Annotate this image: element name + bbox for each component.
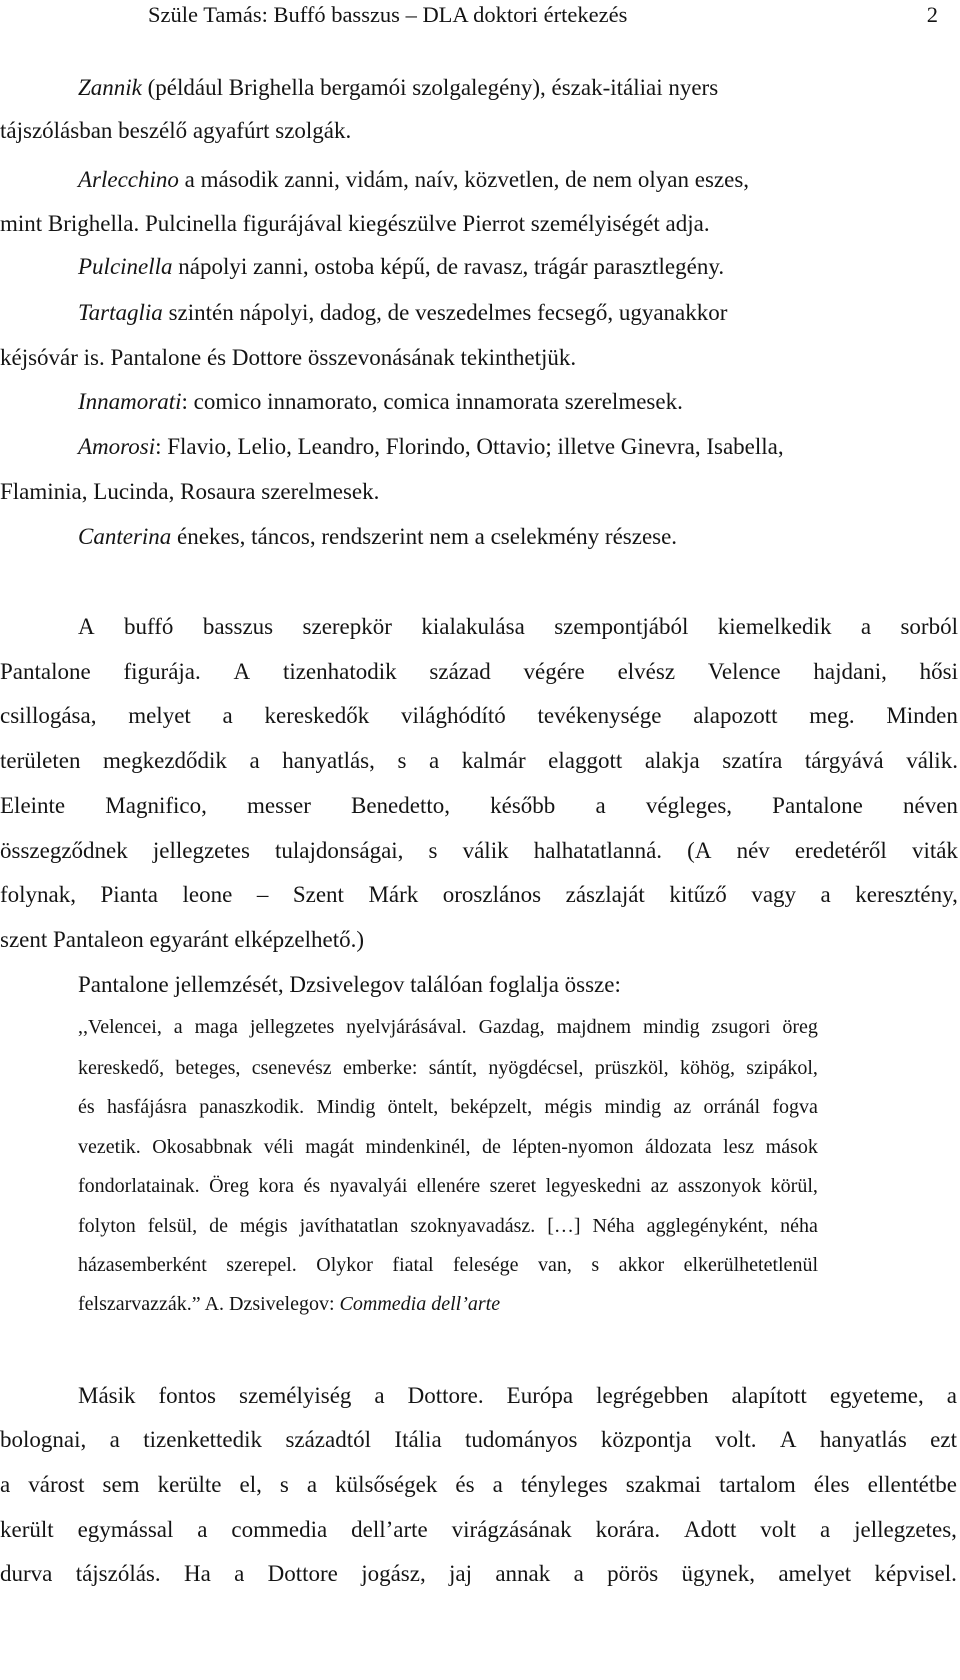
paragraph-line: bolognai, a tizenkettedik századtól Itália tudományos központja volt. A hanyatlás ezt	[0, 1427, 957, 1452]
quote-source: Commedia dell’arte	[339, 1293, 501, 1315]
role-name: Pulcinella	[78, 254, 173, 279]
role-text: (például Brighella bergamói szolgalegény), észak-itáliai nyers	[141, 75, 719, 100]
role-canterina	[0, 517, 960, 557]
page-header	[148, 0, 948, 30]
paragraph-line: összegződnek jellegzetes tulajdonságai, s válik halhatatlanná. (A név eredetéről viták	[0, 838, 958, 863]
paragraph-line: a várost sem kerülte el, s a külsőségek és a tényleges szakmai tartalom éles ellentétbe	[0, 1472, 957, 1497]
page-number: 2	[926, 2, 938, 27]
paragraph-line: durva tájszólás. Ha a Dottore jogász, jaj annak a pörös ügynek, amelyet képvisel.	[0, 1561, 957, 1586]
paragraph-line: Pantalone figurája. A tizenhatodik század végére elvész Velence hajdani, hősi	[0, 659, 958, 684]
quote-line-last	[78, 1286, 818, 1322]
role-name: Tartaglia	[78, 300, 163, 325]
role-text: tájszólásban beszélő agyafúrt szolgák.	[0, 118, 352, 143]
quote-line: vezetik. Okosabbnak véli magát mindenkinél, de lépten-nyomon áldozata lesz mások	[78, 1136, 818, 1158]
role-name: Arlecchino	[78, 167, 179, 192]
paragraph-line: szent Pantaleon egyaránt elképzelhető.)	[0, 927, 365, 952]
role-text: a második zanni, vidám, naív, közvetlen, de nem olyan eszes,	[178, 167, 750, 192]
paragraph-line: került egymással a commedia dell’arte virágzásának korára. Adott volt a jellegzetes,	[0, 1517, 957, 1542]
role-innamorati	[0, 382, 960, 422]
role-text: énekes, táncos, rendszerint nem a cselekmény részese.	[171, 524, 678, 549]
paragraph-line: csillogása, melyet a kereskedők világhódító tevékenysége alapozott meg. Minden	[0, 703, 958, 728]
role-zannik	[0, 68, 960, 108]
quote-intro: Pantalone jellemzését, Dzsivelegov találóan foglalja össze:	[78, 972, 621, 997]
paragraph-line: A buffó basszus szerepkör kialakulása szempontjából kiemelkedik a sorból	[78, 614, 958, 639]
role-text: : comico innamorato, comica innamorata szerelmesek.	[181, 389, 683, 414]
role-text: nápolyi zanni, ostoba képű, de ravasz, trágár parasztlegény.	[172, 254, 725, 279]
role-name: Canterina	[78, 524, 172, 549]
paragraph-line: Eleinte Magnifico, messer Benedetto, később a végleges, Pantalone néven	[0, 793, 958, 818]
quote-line: folyton felsül, de mégis javíthatatlan szoknyavadász. […] Néha agglegényként, néha	[78, 1215, 818, 1237]
quote-line: ,,Velencei, a maga jellegzetes nyelvjárásával. Gazdag, majdnem mindig zsugori öreg	[78, 1016, 818, 1038]
role-line	[0, 472, 960, 512]
quote-line: és hasfájásra panaszkodik. Mindig öntelt, beképzelt, mégis mindig az orránál fogva	[78, 1096, 818, 1118]
quote-line: fondorlatainak. Öreg kora és nyavalyái ellenére szeret legyeskedni az asszonyok körül,	[78, 1175, 818, 1197]
role-name: Amorosi	[78, 434, 156, 459]
role-name: Innamorati	[78, 389, 182, 414]
role-text: mint Brighella. Pulcinella figurájával kiegészülve Pierrot személyiségét adja.	[0, 211, 710, 236]
header-title: Szüle Tamás: Buffó basszus – DLA doktori értekezés	[148, 2, 628, 27]
role-arlecchino	[0, 160, 960, 200]
role-name: Zannik	[78, 75, 142, 100]
role-text: kéjsóvár is. Pantalone és Dottore összevonásának tekinthetjük.	[0, 345, 577, 370]
paragraph-line: területen megkezdődik a hanyatlás, s a kalmár elaggott alakja szatíra tárgyává válik.	[0, 748, 958, 773]
paragraph-line: Másik fontos személyiség a Dottore. Európa legrégebben alapított egyeteme, a	[78, 1383, 957, 1408]
role-text: : Flavio, Lelio, Leandro, Florindo, Ottavio; illetve Ginevra, Isabella,	[155, 434, 784, 459]
role-line	[0, 111, 960, 151]
role-line	[0, 338, 960, 378]
role-line	[0, 204, 960, 244]
role-text: szintén nápolyi, dadog, de veszedelmes fecsegő, ugyanakkor	[162, 300, 728, 325]
role-amorosi	[0, 427, 960, 467]
quote-line: házasemberként szerepel. Olykor fiatal felesége van, s akkor elkerülhetetlenül	[78, 1254, 818, 1276]
role-text: Flaminia, Lucinda, Rosaura szerelmesek.	[0, 479, 380, 504]
paragraph-line: folynak, Pianta leone – Szent Márk oroszlános zászlaját kitűző vagy a keresztény,	[0, 882, 958, 907]
role-pulcinella	[0, 247, 960, 287]
role-tartaglia	[0, 293, 960, 333]
quote-line: kereskedő, beteges, csenevész emberke: sántít, nyögdécsel, prüszköl, köhög, szipákol,	[78, 1057, 818, 1079]
quote-text: felszarvazzák.” A. Dzsivelegov:	[78, 1293, 340, 1315]
